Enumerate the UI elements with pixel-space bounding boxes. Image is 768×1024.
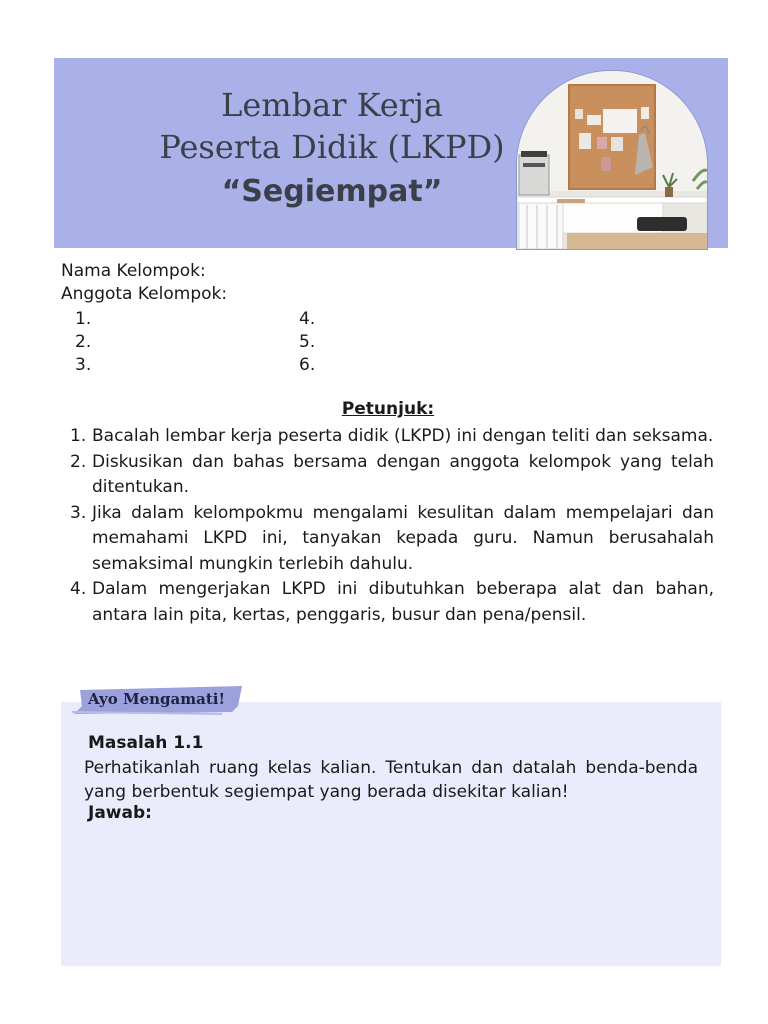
problem-title: Masalah 1.1	[88, 733, 204, 753]
instruction-number: 1.	[70, 426, 87, 446]
header-banner	[54, 58, 728, 248]
instructions-list	[70, 424, 714, 628]
members-list-right	[299, 308, 315, 377]
member-number: 5.	[299, 332, 316, 352]
instruction-text: Diskusikan dan bahas bersama dengan anggota kelompok yang telah ditentukan.	[92, 451, 714, 497]
instructions-title: Petunjuk:	[341, 399, 435, 419]
instruction-item	[70, 577, 714, 628]
member-number: 3.	[75, 355, 92, 375]
member-number: 1.	[75, 309, 92, 329]
member-number: 6.	[299, 355, 316, 375]
group-name-label: Nama Kelompok:	[61, 261, 206, 281]
instruction-item	[70, 450, 714, 501]
observe-tag-label: Ayo Mengamati!	[88, 690, 226, 708]
instruction-text: Dalam mengerjakan LKPD ini dibutuhkan beberapa alat dan bahan, antara lain pita, kertas, penggaris, busur dan pena/pensil.	[92, 579, 714, 625]
instruction-item	[70, 501, 714, 578]
title-line-1: Lembar Kerja	[221, 86, 443, 124]
group-info	[61, 260, 227, 306]
office-room-photo	[516, 70, 708, 250]
instruction-text: Bacalah lembar kerja peserta didik (LKPD) ini dengan teliti dan seksama.	[92, 426, 714, 446]
title-line-3: “Segiempat”	[221, 174, 443, 209]
group-members-label: Anggota Kelompok:	[61, 284, 228, 304]
members-list-left	[75, 308, 91, 377]
answer-label: Jawab:	[88, 803, 152, 823]
member-number: 4.	[299, 309, 316, 329]
title-line-2: Peserta Didik (LKPD)	[159, 128, 505, 166]
problem-text: Perhatikanlah ruang kelas kalian. Tentukan dan datalah benda-benda yang berbentuk segiempat yang berada disekitar kalian!	[84, 758, 698, 802]
member-number: 2.	[75, 332, 92, 352]
instruction-number: 4.	[70, 579, 87, 599]
instruction-number: 2.	[70, 451, 87, 472]
instruction-number: 3.	[70, 502, 87, 523]
instruction-text: Jika dalam kelompokmu mengalami kesulitan dalam mempelajari dan memahami LKPD ini, tanyakan kepada guru. Namun berusahalah semaksimal mungkin terlebih dahulu.	[92, 502, 714, 574]
instruction-item	[70, 424, 714, 450]
